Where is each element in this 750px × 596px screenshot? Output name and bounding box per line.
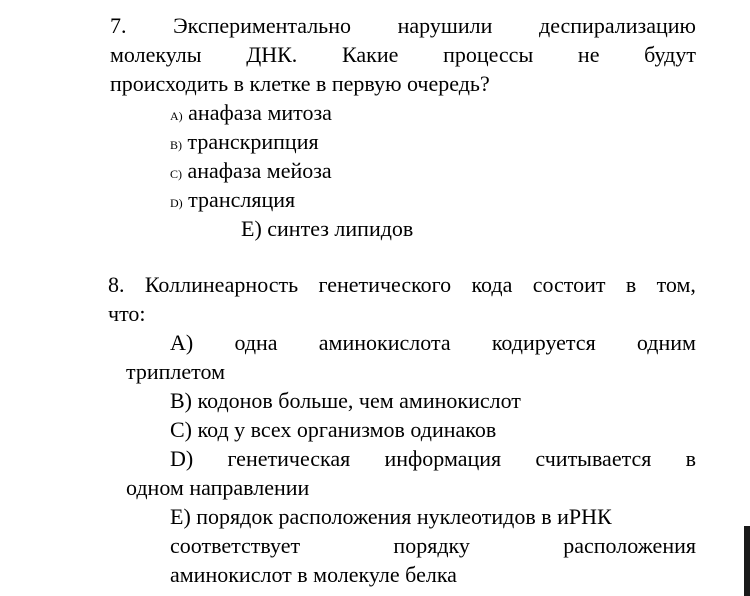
q8-number: 8.	[108, 272, 125, 297]
q8-word: соответствует	[170, 533, 301, 558]
option-text: анафаза митоза	[188, 100, 332, 125]
q7-word: молекулы	[110, 42, 202, 67]
q7-word: нарушили	[397, 13, 493, 38]
q8-word: состоит	[532, 272, 606, 297]
q8-option-e-line-3: аминокислот в молекуле белка	[170, 562, 457, 587]
q7-word: Какие	[342, 42, 399, 67]
q8-option-a-line-1	[170, 328, 696, 357]
q7-word: Экспериментально	[173, 13, 351, 38]
q8-line-1	[108, 270, 696, 299]
q8-word: одним	[636, 330, 696, 355]
q8-word: D)	[170, 446, 194, 471]
q8-word: расположения	[563, 533, 696, 558]
q8-word: информация	[384, 446, 502, 471]
option-letter: C)	[170, 167, 182, 181]
q8-word: том,	[656, 272, 696, 297]
q8-word: в	[625, 272, 637, 297]
q7-line-1	[110, 11, 696, 40]
option-letter: B)	[170, 138, 182, 152]
q8-option-a-line-2: триплетом	[126, 359, 225, 384]
q8-word: генетического	[318, 272, 452, 297]
q7-line-2	[110, 40, 696, 69]
q7-line-3: происходить в клетке в первую очередь?	[110, 71, 490, 96]
q8-word: Коллинеарность	[144, 272, 299, 297]
q8-word: кодируется	[491, 330, 596, 355]
option-letter: A)	[170, 109, 183, 123]
page-edge-mark	[744, 526, 750, 596]
q8-option-e-line-2	[170, 531, 696, 560]
q8-word: кода	[471, 272, 513, 297]
option-text: транскрипция	[187, 129, 319, 154]
q7-word: будут	[644, 42, 696, 67]
q7-word: процессы	[443, 42, 534, 67]
q8-word: порядку	[393, 533, 470, 558]
q8-word: A)	[170, 330, 194, 355]
q7-word: не	[577, 42, 600, 67]
q8-word: считывается	[535, 446, 652, 471]
q8-word: одна	[234, 330, 278, 355]
q8-word: генетическая	[227, 446, 351, 471]
q8-option-e-line-1: E) порядок расположения нуклеотидов в иРНК	[170, 504, 612, 529]
q8-word: аминокислота	[318, 330, 451, 355]
q7-word: деспирализацию	[539, 13, 696, 38]
q7-number: 7.	[110, 13, 127, 38]
option-letter: D)	[170, 196, 183, 210]
q8-option-d-line-2: одном направлении	[126, 475, 310, 500]
q8-option-b: B) кодонов больше, чем аминокислот	[170, 388, 521, 413]
q8-option-d-line-1	[170, 444, 696, 473]
option-text: анафаза мейоза	[187, 158, 332, 183]
q8-word: в	[685, 446, 696, 471]
q7-word: ДНК.	[246, 42, 298, 67]
q7-option-e: E) синтез липидов	[241, 216, 414, 241]
q8-option-c: C) код у всех организмов одинаков	[170, 417, 497, 442]
q8-line-2: что:	[108, 301, 146, 326]
option-text: трансляция	[188, 187, 296, 212]
